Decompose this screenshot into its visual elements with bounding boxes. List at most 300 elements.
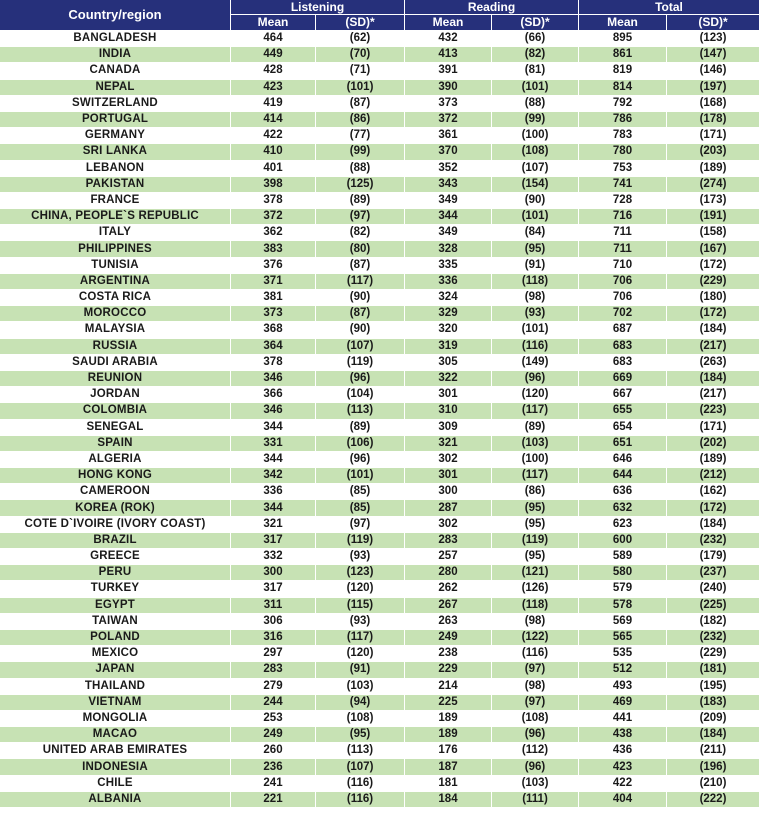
reading-mean-cell: 300 xyxy=(405,484,492,500)
total-header: Total xyxy=(579,0,759,15)
total-sd-cell: (203) xyxy=(667,144,759,160)
listening-sd-cell: (82) xyxy=(316,225,405,241)
country-cell: REUNION xyxy=(0,371,231,387)
reading-sd-cell: (101) xyxy=(492,80,579,96)
reading-mean-cell: 413 xyxy=(405,47,492,63)
total-mean-cell: 655 xyxy=(579,403,667,419)
reading-mean-cell: 349 xyxy=(405,225,492,241)
total-sd-cell: (172) xyxy=(667,500,759,516)
reading-mean-cell: 373 xyxy=(405,96,492,112)
total-mean-cell: 438 xyxy=(579,727,667,743)
reading-sd-cell: (119) xyxy=(492,533,579,549)
total-sd-cell: (184) xyxy=(667,322,759,338)
reading-sd-cell: (95) xyxy=(492,241,579,257)
listening-mean-cell: 344 xyxy=(231,452,316,468)
country-cell: PORTUGAL xyxy=(0,112,231,128)
country-cell: INDIA xyxy=(0,47,231,63)
listening-sd-cell: (116) xyxy=(316,792,405,808)
total-mean-header: Mean xyxy=(579,15,667,31)
total-sd-cell: (196) xyxy=(667,759,759,775)
total-mean-cell: 687 xyxy=(579,322,667,338)
country-cell: CANADA xyxy=(0,63,231,79)
total-mean-cell: 716 xyxy=(579,209,667,225)
table-row xyxy=(0,468,759,484)
table-row xyxy=(0,339,759,355)
table-row xyxy=(0,403,759,419)
country-cell: MALAYSIA xyxy=(0,322,231,338)
table-row xyxy=(0,533,759,549)
country-cell: ITALY xyxy=(0,225,231,241)
country-cell: SWITZERLAND xyxy=(0,96,231,112)
listening-mean-cell: 372 xyxy=(231,209,316,225)
reading-sd-cell: (126) xyxy=(492,581,579,597)
reading-mean-cell: 229 xyxy=(405,662,492,678)
reading-sd-cell: (98) xyxy=(492,290,579,306)
reading-mean-header: Mean xyxy=(405,15,492,31)
table-row xyxy=(0,743,759,759)
total-sd-cell: (232) xyxy=(667,630,759,646)
listening-sd-cell: (123) xyxy=(316,565,405,581)
table-row xyxy=(0,776,759,792)
listening-mean-cell: 236 xyxy=(231,759,316,775)
country-cell: RUSSIA xyxy=(0,339,231,355)
table-row xyxy=(0,47,759,63)
reading-sd-cell: (101) xyxy=(492,322,579,338)
reading-mean-cell: 352 xyxy=(405,161,492,177)
listening-mean-cell: 283 xyxy=(231,662,316,678)
reading-sd-cell: (154) xyxy=(492,177,579,193)
listening-sd-cell: (87) xyxy=(316,306,405,322)
reading-sd-cell: (100) xyxy=(492,128,579,144)
total-mean-cell: 589 xyxy=(579,549,667,565)
total-mean-cell: 741 xyxy=(579,177,667,193)
listening-sd-cell: (90) xyxy=(316,322,405,338)
total-mean-cell: 710 xyxy=(579,258,667,274)
total-mean-cell: 636 xyxy=(579,484,667,500)
listening-sd-cell: (117) xyxy=(316,630,405,646)
table-row xyxy=(0,484,759,500)
table-row xyxy=(0,128,759,144)
total-sd-cell: (179) xyxy=(667,549,759,565)
listening-sd-cell: (101) xyxy=(316,468,405,484)
table-row xyxy=(0,436,759,452)
country-cell: SAUDI ARABIA xyxy=(0,355,231,371)
total-mean-cell: 711 xyxy=(579,225,667,241)
reading-mean-cell: 302 xyxy=(405,452,492,468)
table-row xyxy=(0,630,759,646)
table-row xyxy=(0,500,759,516)
total-sd-cell: (195) xyxy=(667,679,759,695)
listening-mean-cell: 321 xyxy=(231,517,316,533)
listening-sd-cell: (62) xyxy=(316,31,405,47)
total-mean-cell: 683 xyxy=(579,355,667,371)
total-mean-cell: 814 xyxy=(579,80,667,96)
total-mean-cell: 683 xyxy=(579,339,667,355)
listening-mean-cell: 449 xyxy=(231,47,316,63)
listening-mean-cell: 364 xyxy=(231,339,316,355)
reading-sd-cell: (108) xyxy=(492,711,579,727)
reading-mean-cell: 263 xyxy=(405,614,492,630)
total-mean-cell: 569 xyxy=(579,614,667,630)
country-cell: POLAND xyxy=(0,630,231,646)
listening-sd-cell: (93) xyxy=(316,549,405,565)
total-mean-cell: 565 xyxy=(579,630,667,646)
table-row xyxy=(0,355,759,371)
reading-mean-cell: 287 xyxy=(405,500,492,516)
table-row xyxy=(0,306,759,322)
reading-sd-cell: (93) xyxy=(492,306,579,322)
table-row xyxy=(0,614,759,630)
listening-mean-cell: 344 xyxy=(231,420,316,436)
reading-sd-cell: (86) xyxy=(492,484,579,500)
table-row xyxy=(0,225,759,241)
country-cell: BRAZIL xyxy=(0,533,231,549)
total-sd-cell: (146) xyxy=(667,63,759,79)
total-sd-cell: (202) xyxy=(667,436,759,452)
country-cell: ARGENTINA xyxy=(0,274,231,290)
country-cell: JORDAN xyxy=(0,387,231,403)
listening-mean-cell: 401 xyxy=(231,161,316,177)
total-sd-cell: (210) xyxy=(667,776,759,792)
country-cell: ALGERIA xyxy=(0,452,231,468)
reading-mean-cell: 283 xyxy=(405,533,492,549)
reading-sd-cell: (96) xyxy=(492,759,579,775)
reading-mean-cell: 309 xyxy=(405,420,492,436)
country-cell: BANGLADESH xyxy=(0,31,231,47)
total-mean-cell: 792 xyxy=(579,96,667,112)
reading-mean-cell: 390 xyxy=(405,80,492,96)
reading-sd-cell: (116) xyxy=(492,646,579,662)
total-mean-cell: 654 xyxy=(579,420,667,436)
listening-sd-cell: (115) xyxy=(316,598,405,614)
country-cell: ALBANIA xyxy=(0,792,231,808)
country-cell: GREECE xyxy=(0,549,231,565)
total-sd-cell: (173) xyxy=(667,193,759,209)
reading-mean-cell: 301 xyxy=(405,387,492,403)
listening-sd-cell: (106) xyxy=(316,436,405,452)
total-mean-cell: 651 xyxy=(579,436,667,452)
total-sd-cell: (229) xyxy=(667,274,759,290)
table-row xyxy=(0,679,759,695)
reading-mean-cell: 349 xyxy=(405,193,492,209)
listening-sd-cell: (71) xyxy=(316,63,405,79)
table-row xyxy=(0,96,759,112)
reading-mean-cell: 321 xyxy=(405,436,492,452)
table-row xyxy=(0,420,759,436)
reading-sd-cell: (120) xyxy=(492,387,579,403)
total-sd-cell: (222) xyxy=(667,792,759,808)
listening-sd-cell: (104) xyxy=(316,387,405,403)
total-sd-cell: (172) xyxy=(667,306,759,322)
table-row xyxy=(0,161,759,177)
total-mean-cell: 623 xyxy=(579,517,667,533)
listening-sd-cell: (77) xyxy=(316,128,405,144)
listening-sd-cell: (93) xyxy=(316,614,405,630)
reading-mean-cell: 432 xyxy=(405,31,492,47)
reading-mean-cell: 305 xyxy=(405,355,492,371)
listening-mean-cell: 378 xyxy=(231,355,316,371)
reading-mean-cell: 361 xyxy=(405,128,492,144)
listening-mean-cell: 428 xyxy=(231,63,316,79)
total-mean-cell: 702 xyxy=(579,306,667,322)
reading-sd-cell: (97) xyxy=(492,662,579,678)
total-sd-cell: (263) xyxy=(667,355,759,371)
listening-mean-cell: 362 xyxy=(231,225,316,241)
total-sd-cell: (197) xyxy=(667,80,759,96)
country-cell: MOROCCO xyxy=(0,306,231,322)
total-mean-cell: 436 xyxy=(579,743,667,759)
listening-header: Listening xyxy=(231,0,405,15)
listening-sd-cell: (97) xyxy=(316,209,405,225)
reading-sd-cell: (111) xyxy=(492,792,579,808)
total-mean-cell: 469 xyxy=(579,695,667,711)
reading-mean-cell: 257 xyxy=(405,549,492,565)
total-mean-cell: 667 xyxy=(579,387,667,403)
table-row xyxy=(0,549,759,565)
reading-sd-cell: (121) xyxy=(492,565,579,581)
total-sd-cell: (212) xyxy=(667,468,759,484)
total-sd-cell: (147) xyxy=(667,47,759,63)
table-row xyxy=(0,63,759,79)
reading-sd-cell: (116) xyxy=(492,339,579,355)
listening-sd-cell: (88) xyxy=(316,161,405,177)
total-sd-cell: (240) xyxy=(667,581,759,597)
country-cell: MACAO xyxy=(0,727,231,743)
reading-mean-cell: 329 xyxy=(405,306,492,322)
total-sd-cell: (184) xyxy=(667,727,759,743)
reading-mean-cell: 189 xyxy=(405,727,492,743)
total-mean-cell: 861 xyxy=(579,47,667,63)
reading-mean-cell: 320 xyxy=(405,322,492,338)
reading-sd-cell: (90) xyxy=(492,193,579,209)
country-cell: KOREA (ROK) xyxy=(0,500,231,516)
listening-mean-header: Mean xyxy=(231,15,316,31)
reading-mean-cell: 301 xyxy=(405,468,492,484)
listening-mean-cell: 344 xyxy=(231,500,316,516)
listening-sd-cell: (99) xyxy=(316,144,405,160)
listening-sd-cell: (119) xyxy=(316,355,405,371)
table-row xyxy=(0,258,759,274)
total-mean-cell: 580 xyxy=(579,565,667,581)
listening-sd-cell: (90) xyxy=(316,290,405,306)
country-cell: PHILIPPINES xyxy=(0,241,231,257)
table-row xyxy=(0,646,759,662)
total-mean-cell: 422 xyxy=(579,776,667,792)
reading-sd-cell: (103) xyxy=(492,776,579,792)
reading-mean-cell: 214 xyxy=(405,679,492,695)
table-row xyxy=(0,112,759,128)
table-row xyxy=(0,31,759,47)
table-row xyxy=(0,711,759,727)
reading-header: Reading xyxy=(405,0,579,15)
country-cell: SRI LANKA xyxy=(0,144,231,160)
reading-mean-cell: 176 xyxy=(405,743,492,759)
reading-sd-cell: (117) xyxy=(492,403,579,419)
listening-sd-cell: (94) xyxy=(316,695,405,711)
table-row xyxy=(0,371,759,387)
listening-mean-cell: 316 xyxy=(231,630,316,646)
listening-mean-cell: 414 xyxy=(231,112,316,128)
listening-sd-cell: (91) xyxy=(316,662,405,678)
total-sd-cell: (184) xyxy=(667,371,759,387)
total-sd-cell: (182) xyxy=(667,614,759,630)
country-cell: GERMANY xyxy=(0,128,231,144)
country-region-header: Country/region xyxy=(0,0,231,31)
reading-sd-cell: (81) xyxy=(492,63,579,79)
table-row xyxy=(0,209,759,225)
total-sd-cell: (191) xyxy=(667,209,759,225)
total-mean-cell: 728 xyxy=(579,193,667,209)
listening-sd-cell: (87) xyxy=(316,258,405,274)
listening-mean-cell: 279 xyxy=(231,679,316,695)
reading-mean-cell: 249 xyxy=(405,630,492,646)
country-cell: CHILE xyxy=(0,776,231,792)
total-mean-cell: 646 xyxy=(579,452,667,468)
listening-sd-header: (SD)* xyxy=(316,15,405,31)
listening-mean-cell: 422 xyxy=(231,128,316,144)
reading-sd-cell: (98) xyxy=(492,614,579,630)
total-mean-cell: 578 xyxy=(579,598,667,614)
table-row xyxy=(0,695,759,711)
listening-mean-cell: 249 xyxy=(231,727,316,743)
reading-mean-cell: 344 xyxy=(405,209,492,225)
table-row xyxy=(0,517,759,533)
reading-sd-cell: (88) xyxy=(492,96,579,112)
listening-mean-cell: 423 xyxy=(231,80,316,96)
reading-mean-cell: 302 xyxy=(405,517,492,533)
country-cell: FRANCE xyxy=(0,193,231,209)
listening-mean-cell: 300 xyxy=(231,565,316,581)
table-row xyxy=(0,80,759,96)
total-sd-cell: (189) xyxy=(667,161,759,177)
table-row xyxy=(0,144,759,160)
listening-sd-cell: (87) xyxy=(316,96,405,112)
listening-mean-cell: 331 xyxy=(231,436,316,452)
total-sd-cell: (211) xyxy=(667,743,759,759)
listening-sd-cell: (80) xyxy=(316,241,405,257)
table-body xyxy=(0,31,759,808)
total-sd-cell: (232) xyxy=(667,533,759,549)
total-sd-cell: (217) xyxy=(667,387,759,403)
reading-mean-cell: 189 xyxy=(405,711,492,727)
listening-mean-cell: 410 xyxy=(231,144,316,160)
country-cell: SPAIN xyxy=(0,436,231,452)
total-mean-cell: 404 xyxy=(579,792,667,808)
total-sd-cell: (189) xyxy=(667,452,759,468)
listening-sd-cell: (113) xyxy=(316,743,405,759)
total-sd-cell: (223) xyxy=(667,403,759,419)
total-sd-cell: (171) xyxy=(667,128,759,144)
listening-mean-cell: 366 xyxy=(231,387,316,403)
table-row xyxy=(0,387,759,403)
total-mean-cell: 644 xyxy=(579,468,667,484)
reading-mean-cell: 336 xyxy=(405,274,492,290)
listening-sd-cell: (120) xyxy=(316,646,405,662)
country-cell: THAILAND xyxy=(0,679,231,695)
table-row xyxy=(0,727,759,743)
reading-sd-cell: (108) xyxy=(492,144,579,160)
country-cell: TUNISIA xyxy=(0,258,231,274)
total-mean-cell: 711 xyxy=(579,241,667,257)
total-mean-cell: 632 xyxy=(579,500,667,516)
total-mean-cell: 895 xyxy=(579,31,667,47)
listening-mean-cell: 221 xyxy=(231,792,316,808)
total-sd-cell: (209) xyxy=(667,711,759,727)
reading-sd-cell: (117) xyxy=(492,468,579,484)
listening-sd-cell: (97) xyxy=(316,517,405,533)
country-cell: PAKISTAN xyxy=(0,177,231,193)
total-mean-cell: 441 xyxy=(579,711,667,727)
reading-mean-cell: 187 xyxy=(405,759,492,775)
total-sd-cell: (171) xyxy=(667,420,759,436)
listening-mean-cell: 346 xyxy=(231,403,316,419)
listening-mean-cell: 336 xyxy=(231,484,316,500)
listening-sd-cell: (103) xyxy=(316,679,405,695)
reading-sd-cell: (66) xyxy=(492,31,579,47)
total-sd-cell: (183) xyxy=(667,695,759,711)
table-row xyxy=(0,177,759,193)
table-row xyxy=(0,792,759,808)
listening-sd-cell: (117) xyxy=(316,274,405,290)
total-mean-cell: 706 xyxy=(579,274,667,290)
country-cell: SENEGAL xyxy=(0,420,231,436)
total-mean-cell: 600 xyxy=(579,533,667,549)
reading-mean-cell: 310 xyxy=(405,403,492,419)
reading-sd-cell: (98) xyxy=(492,679,579,695)
reading-sd-cell: (149) xyxy=(492,355,579,371)
country-cell: UNITED ARAB EMIRATES xyxy=(0,743,231,759)
reading-mean-cell: 328 xyxy=(405,241,492,257)
table-header xyxy=(0,0,759,31)
total-sd-cell: (225) xyxy=(667,598,759,614)
country-cell: MONGOLIA xyxy=(0,711,231,727)
reading-sd-cell: (97) xyxy=(492,695,579,711)
listening-sd-cell: (86) xyxy=(316,112,405,128)
country-cell: INDONESIA xyxy=(0,759,231,775)
listening-mean-cell: 373 xyxy=(231,306,316,322)
listening-mean-cell: 317 xyxy=(231,533,316,549)
total-sd-cell: (217) xyxy=(667,339,759,355)
total-sd-cell: (168) xyxy=(667,96,759,112)
reading-mean-cell: 391 xyxy=(405,63,492,79)
listening-mean-cell: 368 xyxy=(231,322,316,338)
listening-sd-cell: (119) xyxy=(316,533,405,549)
reading-mean-cell: 238 xyxy=(405,646,492,662)
table-row xyxy=(0,452,759,468)
total-mean-cell: 493 xyxy=(579,679,667,695)
total-sd-cell: (229) xyxy=(667,646,759,662)
reading-sd-cell: (89) xyxy=(492,420,579,436)
reading-sd-cell: (95) xyxy=(492,500,579,516)
country-cell: VIETNAM xyxy=(0,695,231,711)
table-row xyxy=(0,565,759,581)
reading-sd-cell: (84) xyxy=(492,225,579,241)
table-row xyxy=(0,662,759,678)
listening-mean-cell: 378 xyxy=(231,193,316,209)
total-mean-cell: 423 xyxy=(579,759,667,775)
listening-mean-cell: 398 xyxy=(231,177,316,193)
listening-mean-cell: 346 xyxy=(231,371,316,387)
reading-mean-cell: 324 xyxy=(405,290,492,306)
total-mean-cell: 706 xyxy=(579,290,667,306)
total-mean-cell: 579 xyxy=(579,581,667,597)
listening-sd-cell: (120) xyxy=(316,581,405,597)
country-cell: HONG KONG xyxy=(0,468,231,484)
total-sd-cell: (180) xyxy=(667,290,759,306)
reading-sd-cell: (96) xyxy=(492,727,579,743)
table-row xyxy=(0,581,759,597)
listening-sd-cell: (96) xyxy=(316,452,405,468)
